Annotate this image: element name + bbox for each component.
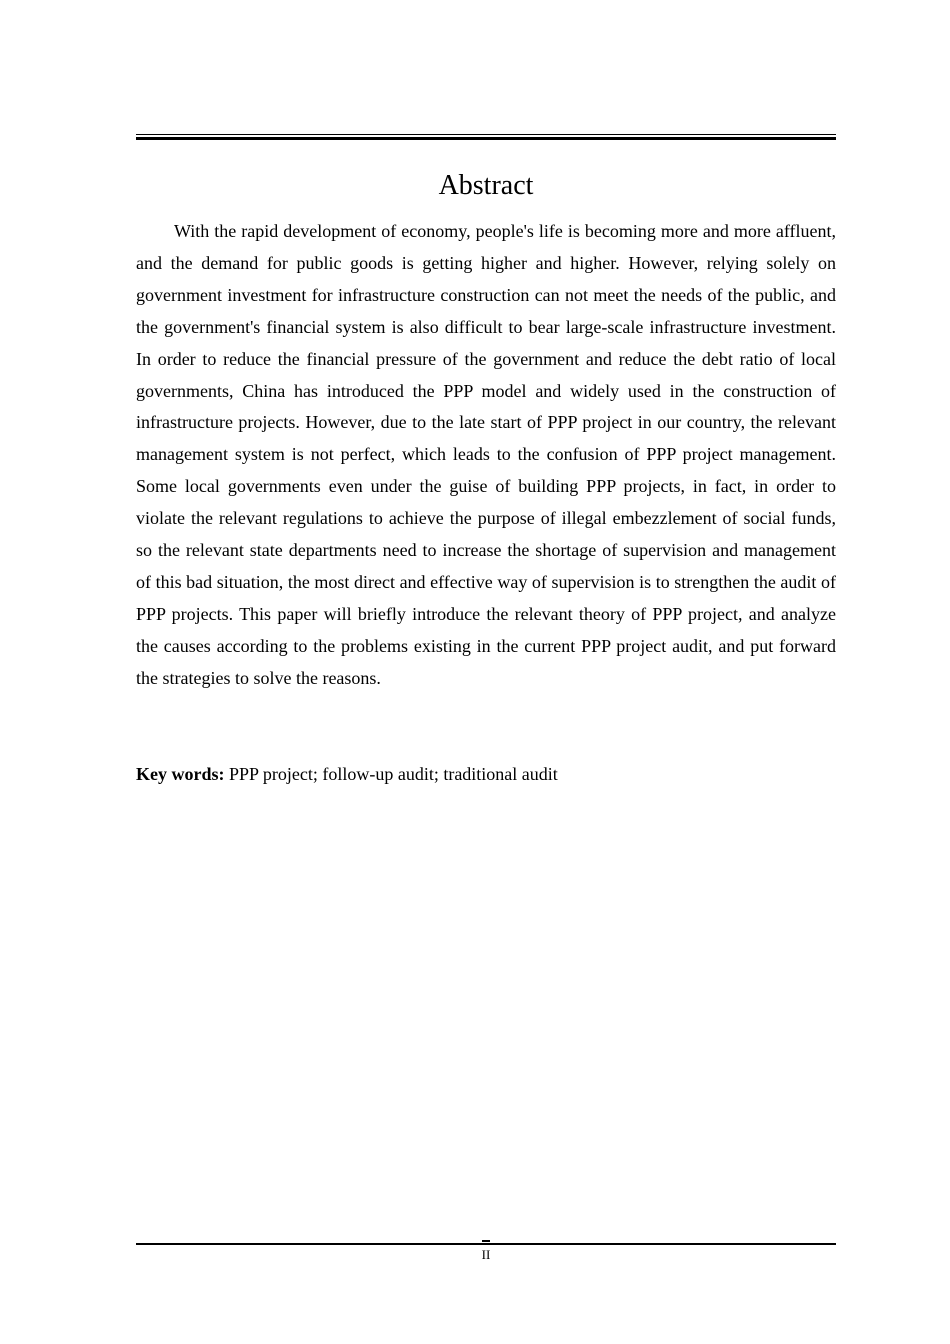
keywords-value: PPP project; follow-up audit; traditional audit: [224, 764, 558, 784]
keywords-label: Key words:: [136, 764, 225, 784]
header-rule-thick-line: [136, 137, 836, 140]
footer-rule: [136, 1243, 836, 1245]
keywords-line: [136, 759, 836, 791]
header-double-rule: [136, 134, 836, 140]
abstract-title: Abstract: [438, 170, 534, 201]
abstract-body-paragraph: With the rapid development of economy, people's life is becoming more and more affluent, and the demand for public goods is getting higher and higher. However, relying solely on government investment for infrastructure construction can not meet the needs of the public, and the government's financial system is also difficult to bear large-scale infrastructure investment. In order to reduce the financial pressure of the government and reduce the debt ratio of local governments, China has introduced the PPP model and widely used in the construction of infrastructure projects. However, due to the late start of PPP project in our country, the relevant management system is not perfect, which leads to the confusion of PPP project management. Some local governments even under the guise of building PPP projects, in fact, in order to violate the relevant regulations to achieve the purpose of illegal embezzlement of social funds, so the relevant state departments need to increase the shortage of supervision and management of this bad situation, the most direct and effective way of supervision is to strengthen the audit of PPP projects. This paper will briefly introduce the relevant theory of PPP project, and analyze the causes according to the problems existing in the current PPP project audit, and put forward the strategies to solve the reasons.: [136, 221, 836, 688]
header-rule-thin-line: [136, 134, 836, 135]
page-number: II: [481, 1247, 491, 1262]
footer-center-tick: [482, 1240, 490, 1242]
